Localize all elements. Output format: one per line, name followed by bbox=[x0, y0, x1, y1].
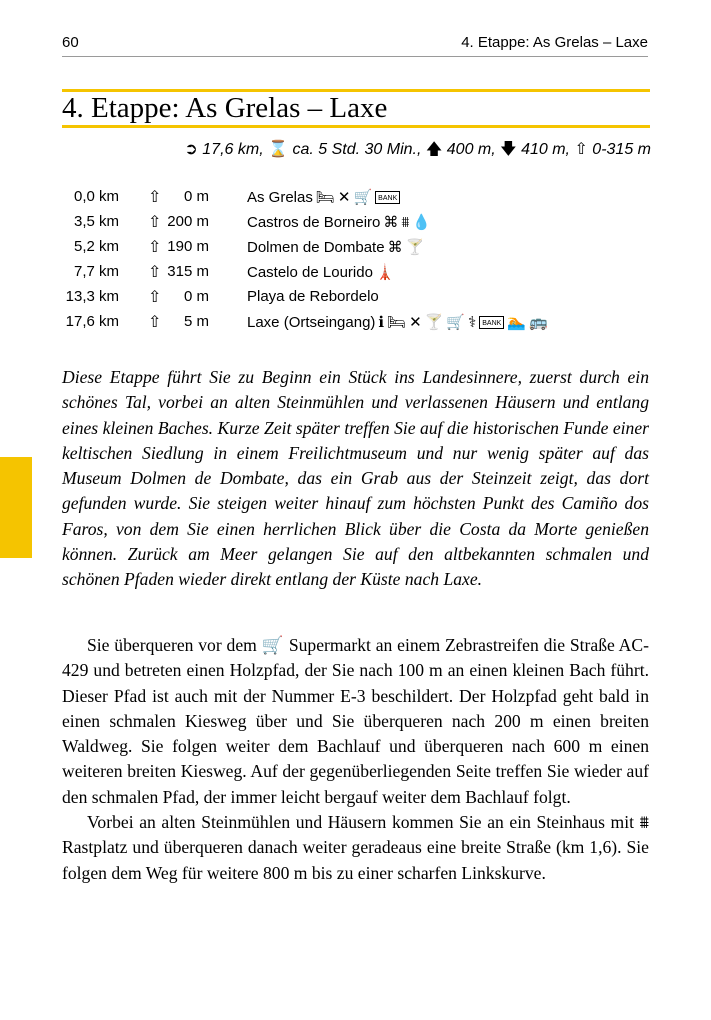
stage-place-name: Castelo de Lourido bbox=[247, 264, 373, 281]
bank-icon: BANK bbox=[375, 191, 400, 204]
stage-summary bbox=[184, 138, 651, 165]
stage-distance: 0,0 km bbox=[73, 188, 119, 205]
stage-distance: 3,5 km bbox=[73, 213, 119, 230]
chapter-title: 4. Etappe: As Grelas – Laxe bbox=[62, 92, 388, 124]
body-text-span: Sie überqueren vor dem bbox=[87, 635, 257, 655]
shop-icon: 🛒 bbox=[261, 635, 284, 655]
stage-row bbox=[62, 313, 652, 337]
stage-distance: 17,6 km bbox=[65, 313, 119, 330]
restaurant-icon: ✕ bbox=[337, 189, 351, 206]
stage-row bbox=[62, 238, 652, 262]
stage-place-name: Laxe (Ortseingang) bbox=[247, 314, 376, 331]
altitude-arrow-icon: ⇧ bbox=[148, 289, 162, 306]
stage-row bbox=[62, 213, 652, 237]
bank-icon: BANK bbox=[479, 316, 504, 329]
summary-descent: 410 m, bbox=[521, 141, 570, 158]
descent-arrow-icon: 🡇 bbox=[500, 141, 517, 158]
bed-icon: 🛏 bbox=[387, 314, 407, 331]
intro-text: Diese Etappe führt Sie zu Beginn ein Stück ins Landesinnere, zuerst durch ein schönes Tal, vorbei an alten Steinmühlen und verlassenen Häusern und entlang eines kleinen Baches. Kurze Zeit später treffen Sie auf die historischen Funde einer keltischen Siedlung in einem Freilichtmuseum und nur wenig später auf das Museum Dolmen de Dombate, das ein Grab aus der Steinzeit zeigt, das dort gefunden wurde. Sie steigen weiter hinauf zum höchsten Punkt des Camiño dos Faros, von dem Sie einen herrlichen Blick über die Costa da Morte genießen können. Zurück am Meer gelangen Sie auf den altbekannten schmalen und schönen Pfaden wieder direkt entlang der Küste nach Laxe. bbox=[62, 367, 649, 590]
ascent-arrow-icon: 🡅 bbox=[425, 141, 443, 158]
body-paragraph-1 bbox=[62, 633, 649, 810]
stage-altitude: 200 m bbox=[167, 213, 209, 230]
stage-row bbox=[62, 263, 652, 287]
body-text-span: Vorbei an alten Steinmühlen und Häusern kommen Sie an ein Steinhaus mit bbox=[87, 812, 634, 833]
body-text-span: Rastplatz und überqueren danach weiter geradeaus eine breite Straße (km 1,6). Sie folgen dem Weg für weitere 800 m bis zu einer scharfen Linkskurve. bbox=[62, 837, 649, 883]
stage-row bbox=[62, 188, 652, 212]
info-icon: ℹ bbox=[378, 314, 385, 331]
sight-icon: ⌘ bbox=[387, 239, 403, 256]
beach-icon: 🏊 bbox=[507, 314, 526, 331]
stage-place bbox=[247, 238, 424, 256]
hourglass-icon: ⌛ bbox=[268, 141, 289, 158]
stage-altitude: 0 m bbox=[183, 288, 209, 305]
summary-duration: ca. 5 Std. 30 Min., bbox=[292, 141, 422, 158]
page-header bbox=[62, 34, 648, 56]
altitude-arrow-icon: ⇧ bbox=[148, 264, 162, 281]
shop-icon: 🛒 bbox=[446, 314, 466, 331]
altitude-arrow-icon: ⇧ bbox=[148, 239, 162, 256]
stage-distance: 7,7 km bbox=[73, 263, 119, 280]
altitude-arrow-icon: ⇧ bbox=[148, 214, 162, 231]
page-number: 60 bbox=[62, 34, 79, 51]
chapter-side-tab bbox=[0, 457, 32, 558]
stage-place bbox=[247, 288, 379, 305]
bar-icon: 🍸 bbox=[405, 239, 425, 256]
stage-place bbox=[247, 188, 400, 206]
summary-altitude-range: 0-315 m bbox=[592, 141, 651, 158]
picnic-icon: ⩩ bbox=[639, 812, 649, 833]
body-paragraph-2 bbox=[62, 810, 649, 886]
stage-altitude: 5 m bbox=[183, 313, 209, 330]
picnic-icon: ⩩ bbox=[401, 214, 410, 231]
stage-altitude: 190 m bbox=[167, 238, 209, 255]
shop-icon: 🛒 bbox=[353, 189, 373, 206]
stage-place bbox=[247, 313, 548, 331]
route-description bbox=[62, 633, 649, 886]
stage-row bbox=[62, 288, 652, 312]
stage-place-name: Dolmen de Dombate bbox=[247, 239, 385, 256]
stage-place-name: Playa de Rebordelo bbox=[247, 288, 379, 305]
stage-altitude: 0 m bbox=[183, 188, 209, 205]
water-icon: 💧 bbox=[412, 214, 432, 231]
route-arrow-icon: ➲ bbox=[184, 141, 198, 158]
stage-distance: 13,3 km bbox=[65, 288, 119, 305]
stage-place-name: As Grelas bbox=[247, 189, 313, 206]
sight-icon: ⌘ bbox=[383, 214, 399, 231]
bed-icon: 🛏 bbox=[315, 189, 335, 206]
stage-place bbox=[247, 263, 395, 281]
restaurant-icon: ✕ bbox=[409, 314, 422, 331]
stage-place bbox=[247, 213, 431, 231]
summary-distance: 17,6 km, bbox=[202, 141, 264, 158]
stage-distance: 5,2 km bbox=[73, 238, 119, 255]
stage-altitude: 315 m bbox=[167, 263, 209, 280]
stage-place-name: Castros de Borneiro bbox=[247, 214, 381, 231]
viewpoint-icon: 🗼 bbox=[375, 264, 395, 281]
altitude-arrow-icon: ⇧ bbox=[148, 314, 162, 331]
header-rule bbox=[62, 56, 648, 57]
body-text-span: Supermarkt an einem Zebrastreifen die Straße AC-429 und betreten einen Holzpfad, der Sie nach 100 m an einen kleinen Bach führt. Dieser Pfad ist auch mit der Nummer E-3 beschildert. Der Holzpfad geht bald in einen schmalen Kiesweg über und Sie überqueren nach 200 m einen breiten Waldweg. Sie folgen weiter dem Bachlauf und überqueren nach 600 m einen weiteren breiten Kiesweg. Auf der gegenüberliegenden Seite treffen Sie wieder auf den schmalen Pfad, der immer leicht bergauf weiter dem Bachlauf folgt. bbox=[62, 635, 649, 807]
pharmacy-icon: ⚕ bbox=[468, 314, 477, 331]
summary-ascent: 400 m, bbox=[446, 141, 496, 158]
altitude-arrow-icon: ⇧ bbox=[148, 189, 162, 206]
altitude-arrow-icon: ⇧ bbox=[574, 141, 588, 158]
bar-icon: 🍸 bbox=[424, 314, 444, 331]
title-rule-bottom bbox=[62, 125, 650, 128]
running-title: 4. Etappe: As Grelas – Laxe bbox=[461, 34, 648, 51]
bus-icon: 🚌 bbox=[528, 314, 548, 331]
intro-paragraph bbox=[62, 365, 649, 593]
